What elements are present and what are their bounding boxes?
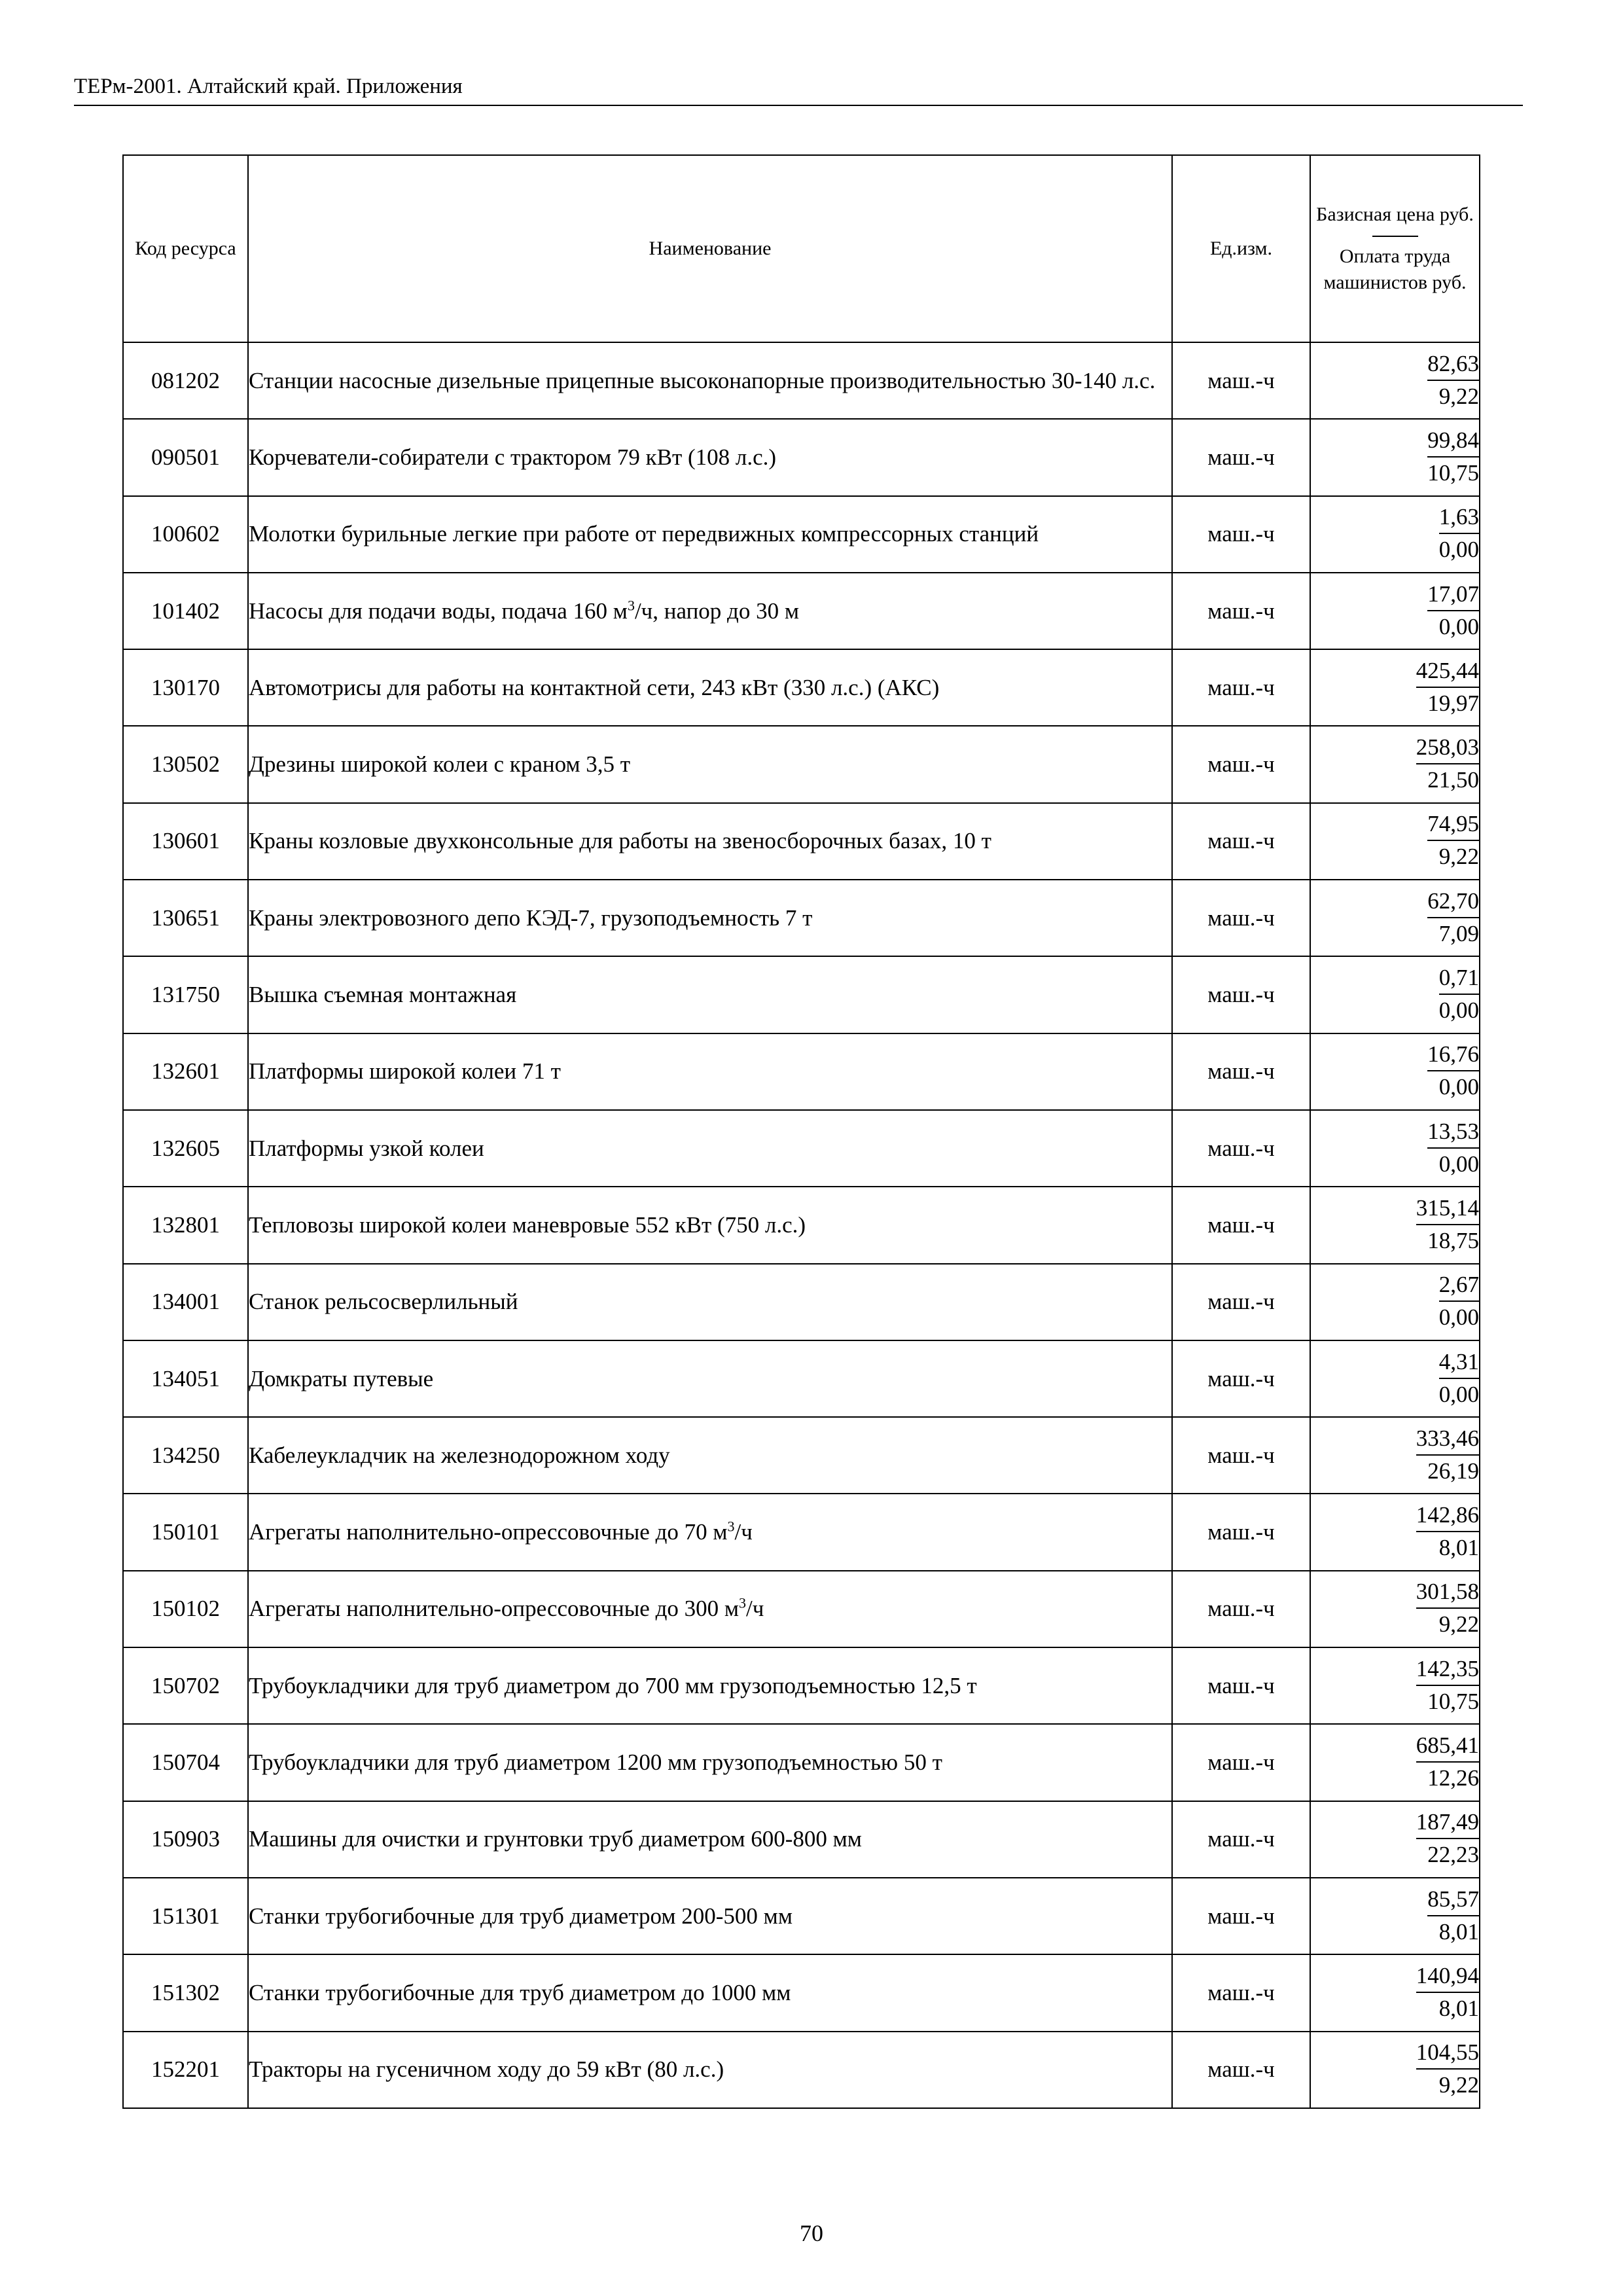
resource-code: 132605 bbox=[123, 1110, 248, 1187]
operator-wage: 9,22 bbox=[1438, 383, 1479, 409]
table-row bbox=[123, 1647, 1480, 1724]
resource-unit: маш.-ч bbox=[1172, 880, 1310, 956]
resource-code: 132801 bbox=[123, 1187, 248, 1263]
resource-name bbox=[248, 956, 1172, 1033]
resource-name bbox=[248, 880, 1172, 956]
resource-code: 130170 bbox=[123, 649, 248, 726]
resource-code: 131750 bbox=[123, 956, 248, 1033]
base-price: 142,86 bbox=[1416, 1501, 1479, 1532]
resource-name bbox=[248, 649, 1172, 726]
resource-unit: маш.-ч bbox=[1172, 1954, 1310, 2031]
resource-name-text: Платформы узкой колеи bbox=[249, 1135, 484, 1161]
price-fraction bbox=[1416, 1808, 1479, 1869]
resource-name bbox=[248, 496, 1172, 573]
price-fraction bbox=[1416, 1655, 1479, 1716]
price-cell bbox=[1310, 1340, 1480, 1417]
resource-unit: маш.-ч bbox=[1172, 1571, 1310, 1647]
resource-unit: маш.-ч bbox=[1172, 956, 1310, 1033]
price-fraction bbox=[1416, 1501, 1479, 1562]
table-row bbox=[123, 649, 1480, 726]
resource-code: 130651 bbox=[123, 880, 248, 956]
resource-name-text: Молотки бурильные легкие при работе от передвижных компрессорных станций bbox=[249, 521, 1039, 547]
resource-unit: маш.-ч bbox=[1172, 1264, 1310, 1340]
price-cell bbox=[1310, 880, 1480, 956]
resource-code: 151301 bbox=[123, 1878, 248, 1954]
resource-name-text: Трубоукладчики для труб диаметром 1200 мм грузоподъемностью 50 т bbox=[249, 1749, 942, 1775]
base-price: 685,41 bbox=[1416, 1731, 1479, 1763]
base-price: 74,95 bbox=[1427, 810, 1479, 841]
resource-name-tail: /ч bbox=[734, 1519, 753, 1545]
resource-unit: маш.-ч bbox=[1172, 1647, 1310, 1724]
resource-code: 150704 bbox=[123, 1724, 248, 1801]
operator-wage: 0,00 bbox=[1438, 1151, 1479, 1177]
price-cell bbox=[1310, 1724, 1480, 1801]
operator-wage: 8,01 bbox=[1438, 1535, 1479, 1561]
resource-unit: маш.-ч bbox=[1172, 1110, 1310, 1187]
base-price: 333,46 bbox=[1416, 1424, 1479, 1456]
table-row bbox=[123, 803, 1480, 880]
table-row bbox=[123, 419, 1480, 495]
base-price: 1,63 bbox=[1439, 503, 1479, 534]
column-header-name: Наименование bbox=[248, 155, 1172, 342]
resource-name bbox=[248, 1340, 1172, 1417]
resource-code: 134001 bbox=[123, 1264, 248, 1340]
operator-wage: 0,00 bbox=[1438, 997, 1479, 1024]
resource-unit: маш.-ч bbox=[1172, 419, 1310, 495]
resource-name bbox=[248, 1878, 1172, 1954]
resource-unit: маш.-ч bbox=[1172, 1494, 1310, 1570]
price-cell bbox=[1310, 956, 1480, 1033]
price-cell bbox=[1310, 573, 1480, 649]
operator-wage: 0,00 bbox=[1438, 1381, 1479, 1407]
resource-unit: маш.-ч bbox=[1172, 2032, 1310, 2108]
resource-name-superscript: 3 bbox=[739, 1594, 747, 1611]
operator-wage: 0,00 bbox=[1438, 1304, 1479, 1331]
table-row bbox=[123, 1571, 1480, 1647]
operator-wage: 12,26 bbox=[1427, 1765, 1479, 1791]
table-row bbox=[123, 342, 1480, 419]
base-price: 4,31 bbox=[1439, 1348, 1479, 1379]
resource-name-text: Тепловозы широкой колеи маневровые 552 кВт (750 л.с.) bbox=[249, 1211, 806, 1238]
resource-name bbox=[248, 1264, 1172, 1340]
price-cell bbox=[1310, 1033, 1480, 1110]
column-header-price bbox=[1310, 155, 1480, 342]
price-cell bbox=[1310, 1110, 1480, 1187]
resource-name-text: Дрезины широкой колеи с краном 3,5 т bbox=[249, 751, 631, 778]
resource-name bbox=[248, 2032, 1172, 2108]
resource-name-text: Станки трубогибочные для труб диаметром 200-500 мм bbox=[249, 1903, 793, 1929]
operator-wage: 18,75 bbox=[1427, 1227, 1479, 1253]
resource-name-text: Кабелеукладчик на железнодорожном ходу bbox=[249, 1442, 670, 1468]
resource-unit: маш.-ч bbox=[1172, 573, 1310, 649]
base-price: 0,71 bbox=[1439, 963, 1479, 995]
price-fraction bbox=[1439, 503, 1479, 564]
resource-code: 150102 bbox=[123, 1571, 248, 1647]
resource-unit: маш.-ч bbox=[1172, 1340, 1310, 1417]
resource-name-text: Агрегаты наполнительно-опрессовочные до 70 м bbox=[249, 1519, 728, 1545]
base-price: 104,55 bbox=[1416, 2038, 1479, 2070]
price-cell bbox=[1310, 419, 1480, 495]
price-fraction bbox=[1439, 1348, 1479, 1409]
table-row bbox=[123, 1494, 1480, 1570]
operator-wage: 8,01 bbox=[1438, 1995, 1479, 2021]
price-fraction bbox=[1416, 1194, 1479, 1255]
resource-name-superscript: 3 bbox=[627, 596, 635, 613]
resource-code: 150702 bbox=[123, 1647, 248, 1724]
price-cell bbox=[1310, 1417, 1480, 1494]
resource-name-text: Агрегаты наполнительно-опрессовочные до 300 м bbox=[249, 1596, 740, 1622]
resource-unit: маш.-ч bbox=[1172, 726, 1310, 802]
base-price: 2,67 bbox=[1439, 1270, 1479, 1302]
resource-unit: маш.-ч bbox=[1172, 496, 1310, 573]
resource-price-table bbox=[122, 154, 1480, 2109]
table-row bbox=[123, 1954, 1480, 2031]
resource-name-superscript: 3 bbox=[727, 1518, 735, 1535]
resource-name-text: Станки трубогибочные для труб диаметром до 1000 мм bbox=[249, 1979, 791, 2005]
resource-name bbox=[248, 1801, 1172, 1878]
table-row bbox=[123, 496, 1480, 573]
operator-wage: 21,50 bbox=[1427, 767, 1479, 793]
price-cell bbox=[1310, 726, 1480, 802]
table-row bbox=[123, 1801, 1480, 1878]
resource-unit: маш.-ч bbox=[1172, 1033, 1310, 1110]
base-price: 17,07 bbox=[1427, 580, 1479, 611]
table-row bbox=[123, 1264, 1480, 1340]
operator-wage: 0,00 bbox=[1438, 1074, 1479, 1100]
column-header-code: Код ресурса bbox=[123, 155, 248, 342]
resource-code: 090501 bbox=[123, 419, 248, 495]
resource-code: 130502 bbox=[123, 726, 248, 802]
table-row bbox=[123, 1417, 1480, 1494]
resource-name bbox=[248, 1110, 1172, 1187]
table-row bbox=[123, 880, 1480, 956]
table-row bbox=[123, 573, 1480, 649]
resource-name bbox=[248, 726, 1172, 802]
resource-name bbox=[248, 1033, 1172, 1110]
table-row bbox=[123, 956, 1480, 1033]
resource-name-text: Трубоукладчики для труб диаметром до 700 мм грузоподъемностью 12,5 т bbox=[249, 1672, 977, 1698]
base-price: 258,03 bbox=[1416, 733, 1479, 764]
price-fraction bbox=[1439, 963, 1479, 1025]
resource-name-text: Домкраты путевые bbox=[249, 1365, 434, 1391]
column-header-price-divider bbox=[1372, 236, 1418, 237]
resource-code: 132601 bbox=[123, 1033, 248, 1110]
resource-name bbox=[248, 419, 1172, 495]
table-row bbox=[123, 1187, 1480, 1263]
price-cell bbox=[1310, 1571, 1480, 1647]
resource-unit: маш.-ч bbox=[1172, 1417, 1310, 1494]
operator-wage: 9,22 bbox=[1438, 1611, 1479, 1638]
column-header-unit: Ед.изм. bbox=[1172, 155, 1310, 342]
price-cell bbox=[1310, 2032, 1480, 2108]
base-price: 140,94 bbox=[1416, 1962, 1479, 1993]
page-number: 70 bbox=[800, 2220, 823, 2246]
base-price: 315,14 bbox=[1416, 1194, 1479, 1225]
resource-code: 134250 bbox=[123, 1417, 248, 1494]
base-price: 425,44 bbox=[1416, 656, 1479, 688]
price-fraction bbox=[1427, 810, 1479, 871]
operator-wage: 22,23 bbox=[1427, 1842, 1479, 1868]
resource-name-text: Платформы широкой колеи 71 т bbox=[249, 1058, 561, 1085]
resource-code: 151302 bbox=[123, 1954, 248, 2031]
table-header-row bbox=[123, 155, 1480, 342]
resource-name bbox=[248, 1417, 1172, 1494]
price-cell bbox=[1310, 1954, 1480, 2031]
price-fraction bbox=[1416, 1962, 1479, 2023]
table-row bbox=[123, 726, 1480, 802]
resource-unit: маш.-ч bbox=[1172, 1801, 1310, 1878]
resource-name-text: Краны электровозного депо КЭД-7, грузоподъемность 7 т bbox=[249, 905, 813, 931]
base-price: 301,58 bbox=[1416, 1577, 1479, 1609]
document-header: ТЕРм-2001. Алтайский край. Приложения bbox=[74, 75, 463, 98]
base-price: 13,53 bbox=[1427, 1117, 1479, 1149]
price-fraction bbox=[1439, 1270, 1479, 1332]
operator-wage: 9,22 bbox=[1438, 844, 1479, 870]
resource-unit: маш.-ч bbox=[1172, 342, 1310, 419]
resource-unit: маш.-ч bbox=[1172, 1878, 1310, 1954]
table-row bbox=[123, 1340, 1480, 1417]
price-fraction bbox=[1416, 1731, 1479, 1793]
operator-wage: 9,22 bbox=[1438, 2072, 1479, 2098]
operator-wage: 19,97 bbox=[1427, 690, 1479, 716]
resource-unit: маш.-ч bbox=[1172, 1187, 1310, 1263]
price-fraction bbox=[1416, 656, 1479, 718]
base-price: 99,84 bbox=[1427, 426, 1479, 457]
base-price: 187,49 bbox=[1416, 1808, 1479, 1839]
resource-name-text: Тракторы на гусеничном ходу до 59 кВт (80 л.с.) bbox=[249, 2056, 724, 2083]
operator-wage: 10,75 bbox=[1427, 1688, 1479, 1714]
price-cell bbox=[1310, 496, 1480, 573]
resource-name bbox=[248, 1954, 1172, 2031]
resource-code: 101402 bbox=[123, 573, 248, 649]
price-fraction bbox=[1416, 733, 1479, 795]
resource-name-tail: /ч, напор до 30 м bbox=[634, 598, 800, 624]
price-fraction bbox=[1416, 1424, 1479, 1486]
resource-code: 130601 bbox=[123, 803, 248, 880]
resource-name bbox=[248, 1647, 1172, 1724]
resource-name-text: Корчеватели-собиратели с трактором 79 кВт (108 л.с.) bbox=[249, 444, 777, 470]
operator-wage: 0,00 bbox=[1438, 613, 1479, 639]
price-fraction bbox=[1427, 350, 1479, 411]
resource-name bbox=[248, 1494, 1172, 1570]
resource-name-tail: /ч bbox=[746, 1596, 764, 1622]
resource-unit: маш.-ч bbox=[1172, 1724, 1310, 1801]
price-cell bbox=[1310, 1187, 1480, 1263]
table-row bbox=[123, 2032, 1480, 2108]
resource-code: 134051 bbox=[123, 1340, 248, 1417]
price-cell bbox=[1310, 1801, 1480, 1878]
resource-name-text: Краны козловые двухконсольные для работы на звеносборочных базах, 10 т bbox=[249, 828, 991, 854]
price-fraction bbox=[1427, 580, 1479, 641]
table-row bbox=[123, 1724, 1480, 1801]
resource-name-text: Станок рельсосверлильный bbox=[249, 1289, 518, 1315]
base-price: 85,57 bbox=[1427, 1885, 1479, 1916]
price-cell bbox=[1310, 649, 1480, 726]
price-cell bbox=[1310, 1878, 1480, 1954]
resource-code: 150903 bbox=[123, 1801, 248, 1878]
price-fraction bbox=[1427, 426, 1479, 488]
resource-name bbox=[248, 803, 1172, 880]
resource-name-text: Станции насосные дизельные прицепные высоконапорные производительностью 30-140 л.с. bbox=[249, 367, 1156, 393]
price-cell bbox=[1310, 1647, 1480, 1724]
base-price: 142,35 bbox=[1416, 1655, 1479, 1686]
operator-wage: 10,75 bbox=[1427, 459, 1479, 486]
table-row bbox=[123, 1033, 1480, 1110]
table-row bbox=[123, 1110, 1480, 1187]
resource-code: 100602 bbox=[123, 496, 248, 573]
resource-name-text: Автомотрисы для работы на контактной сети, 243 кВт (330 л.с.) (АКС) bbox=[249, 674, 940, 700]
price-cell bbox=[1310, 803, 1480, 880]
price-fraction bbox=[1427, 1117, 1479, 1179]
resource-code: 081202 bbox=[123, 342, 248, 419]
operator-wage: 26,19 bbox=[1427, 1458, 1479, 1484]
resource-name-text: Насосы для подачи воды, подача 160 м bbox=[249, 598, 628, 624]
resource-name-text: Машины для очистки и грунтовки труб диаметром 600-800 мм bbox=[249, 1826, 862, 1852]
resource-name bbox=[248, 342, 1172, 419]
price-cell bbox=[1310, 342, 1480, 419]
resource-unit: маш.-ч bbox=[1172, 803, 1310, 880]
resource-unit: маш.-ч bbox=[1172, 649, 1310, 726]
table-row bbox=[123, 1878, 1480, 1954]
price-cell bbox=[1310, 1264, 1480, 1340]
column-header-price-main: Базисная цена руб. bbox=[1316, 204, 1474, 225]
resource-code: 150101 bbox=[123, 1494, 248, 1570]
base-price: 82,63 bbox=[1427, 350, 1479, 381]
resource-name bbox=[248, 1724, 1172, 1801]
operator-wage: 8,01 bbox=[1438, 1918, 1479, 1945]
price-cell bbox=[1310, 1494, 1480, 1570]
price-fraction bbox=[1416, 1577, 1479, 1639]
base-price: 62,70 bbox=[1427, 887, 1479, 918]
header-rule bbox=[74, 105, 1523, 106]
resource-name bbox=[248, 573, 1172, 649]
operator-wage: 7,09 bbox=[1438, 920, 1479, 946]
operator-wage: 0,00 bbox=[1438, 537, 1479, 563]
price-fraction bbox=[1427, 1040, 1479, 1102]
base-price: 16,76 bbox=[1427, 1040, 1479, 1071]
resource-name bbox=[248, 1571, 1172, 1647]
resource-code: 152201 bbox=[123, 2032, 248, 2108]
resource-name bbox=[248, 1187, 1172, 1263]
column-header-price-sub: Оплата труда машинистов руб. bbox=[1323, 245, 1467, 293]
resource-name-text: Вышка съемная монтажная bbox=[249, 982, 517, 1008]
price-fraction bbox=[1427, 1885, 1479, 1946]
price-fraction bbox=[1427, 887, 1479, 948]
price-fraction bbox=[1416, 2038, 1479, 2100]
